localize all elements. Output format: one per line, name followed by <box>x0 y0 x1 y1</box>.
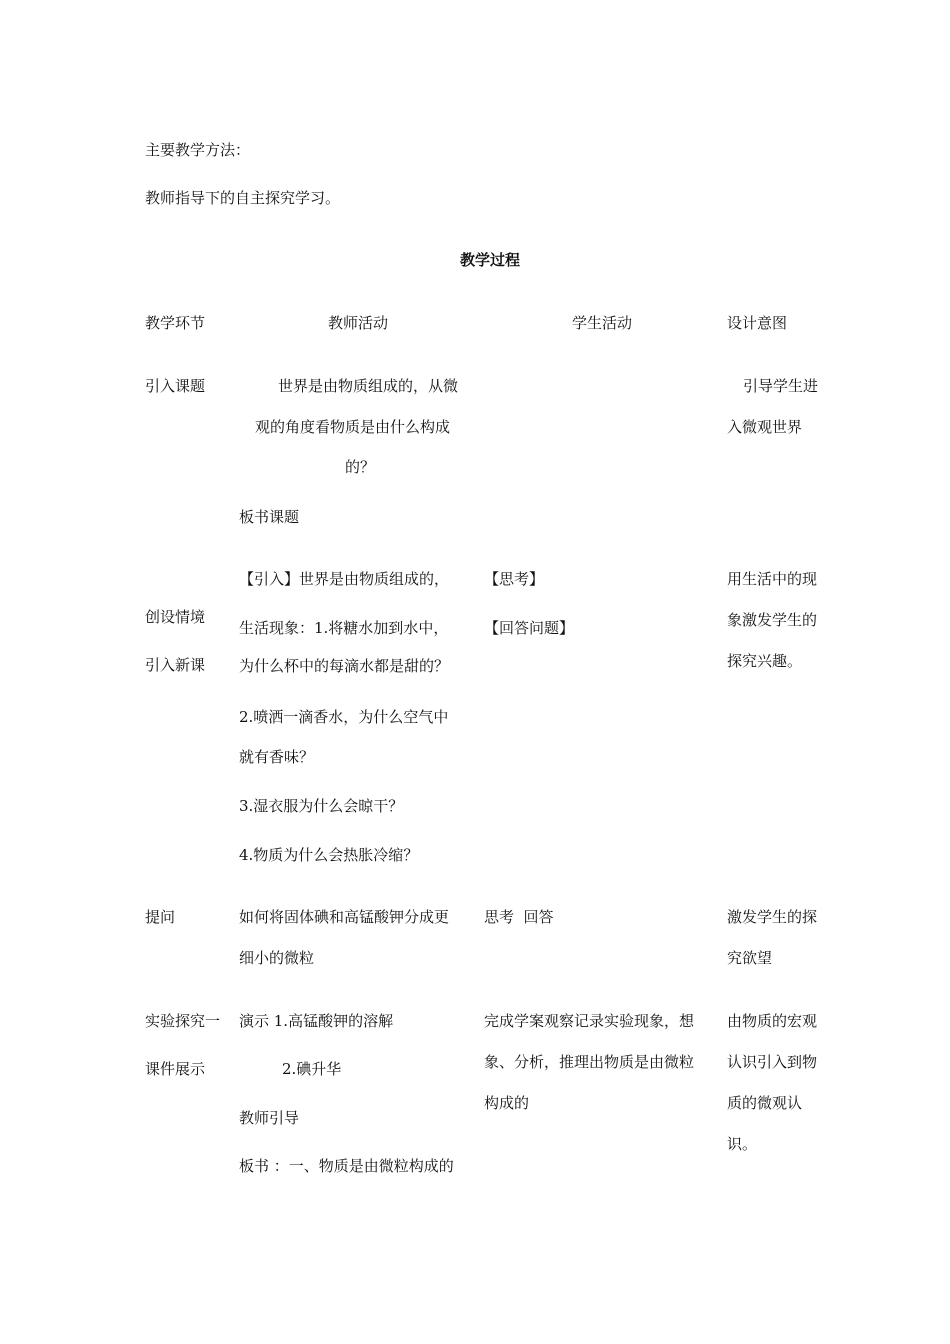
row-design-line: 质的微观认 <box>727 1094 803 1112</box>
row-stage: 提问 <box>145 908 176 926</box>
row-teacher-line: 演示 1.高锰酸钾的溶解 <box>239 1012 394 1030</box>
header-stage: 教学环节 <box>145 314 206 332</box>
row-student-line: 完成学案观察记录实验现象，想 <box>484 1012 695 1030</box>
row-teacher-line: 2.喷洒一滴香水，为什么空气中 <box>239 708 449 726</box>
row-teacher-line: 板书课题 <box>239 508 300 526</box>
row-teacher-line: 教师引导 <box>239 1109 300 1127</box>
row-stage: 创设情境 <box>145 608 206 626</box>
row-design-line: 用生活中的现 <box>727 570 818 588</box>
row-student-line: 构成的 <box>484 1094 530 1112</box>
method-label: 主要教学方法： <box>145 141 251 159</box>
row-teacher-line: 世界是由物质组成的，从微 <box>278 377 459 395</box>
header-student: 学生活动 <box>572 314 633 332</box>
header-teacher: 教师活动 <box>328 314 389 332</box>
row-teacher-line: 就有香味？ <box>239 748 315 766</box>
row-teacher-line: 4.物质为什么会热胀冷缩？ <box>239 846 419 864</box>
row-teacher-line: 细小的微粒 <box>239 949 315 967</box>
row-stage: 实验探究一 <box>145 1012 221 1030</box>
row-student-line: 【回答问题】 <box>484 619 575 637</box>
row-design-line: 象激发学生的 <box>727 611 818 629</box>
row-teacher-line: 3.湿衣服为什么会晾干？ <box>239 797 404 815</box>
header-design: 设计意图 <box>727 314 788 332</box>
row-design-line: 由物质的宏观 <box>727 1012 818 1030</box>
row-teacher-line: 如何将固体碘和高锰酸钾分成更 <box>239 908 450 926</box>
row-stage: 引入课题 <box>145 377 206 395</box>
row-design-line: 认识引入到物 <box>727 1053 818 1071</box>
row-design-line: 究欲望 <box>727 949 773 967</box>
row-teacher-line: 为什么杯中的每滴水都是甜的？ <box>239 657 450 675</box>
row-design-line: 入微观世界 <box>727 418 803 436</box>
row-design-line: 识。 <box>727 1135 758 1153</box>
row-student-line: 思考 回答 <box>484 908 554 926</box>
method-text: 教师指导下的自主探究学习。 <box>145 189 341 207</box>
row-teacher-line: 的？ <box>345 458 376 476</box>
row-design-line: 激发学生的探 <box>727 908 818 926</box>
row-teacher-line: 观的角度看物质是由什么构成 <box>255 418 451 436</box>
row-student-line: 【思考】 <box>484 570 545 588</box>
row-teacher-line: 2.碘升华 <box>282 1060 342 1078</box>
row-design-line: 引导学生进 <box>743 377 819 395</box>
row-stage: 课件展示 <box>145 1060 206 1078</box>
row-stage: 引入新课 <box>145 656 206 674</box>
row-student-line: 象、分析，推理出物质是由微粒 <box>484 1053 695 1071</box>
row-teacher-line: 生活现象：1.将糖水加到水中， <box>239 619 449 637</box>
section-title: 教学过程 <box>460 251 521 269</box>
row-teacher-line: 【引入】世界是由物质组成的， <box>239 570 450 588</box>
row-teacher-line: 板书 ：一、物质是由微粒构成的 <box>239 1157 454 1175</box>
row-design-line: 探究兴趣。 <box>727 652 803 670</box>
